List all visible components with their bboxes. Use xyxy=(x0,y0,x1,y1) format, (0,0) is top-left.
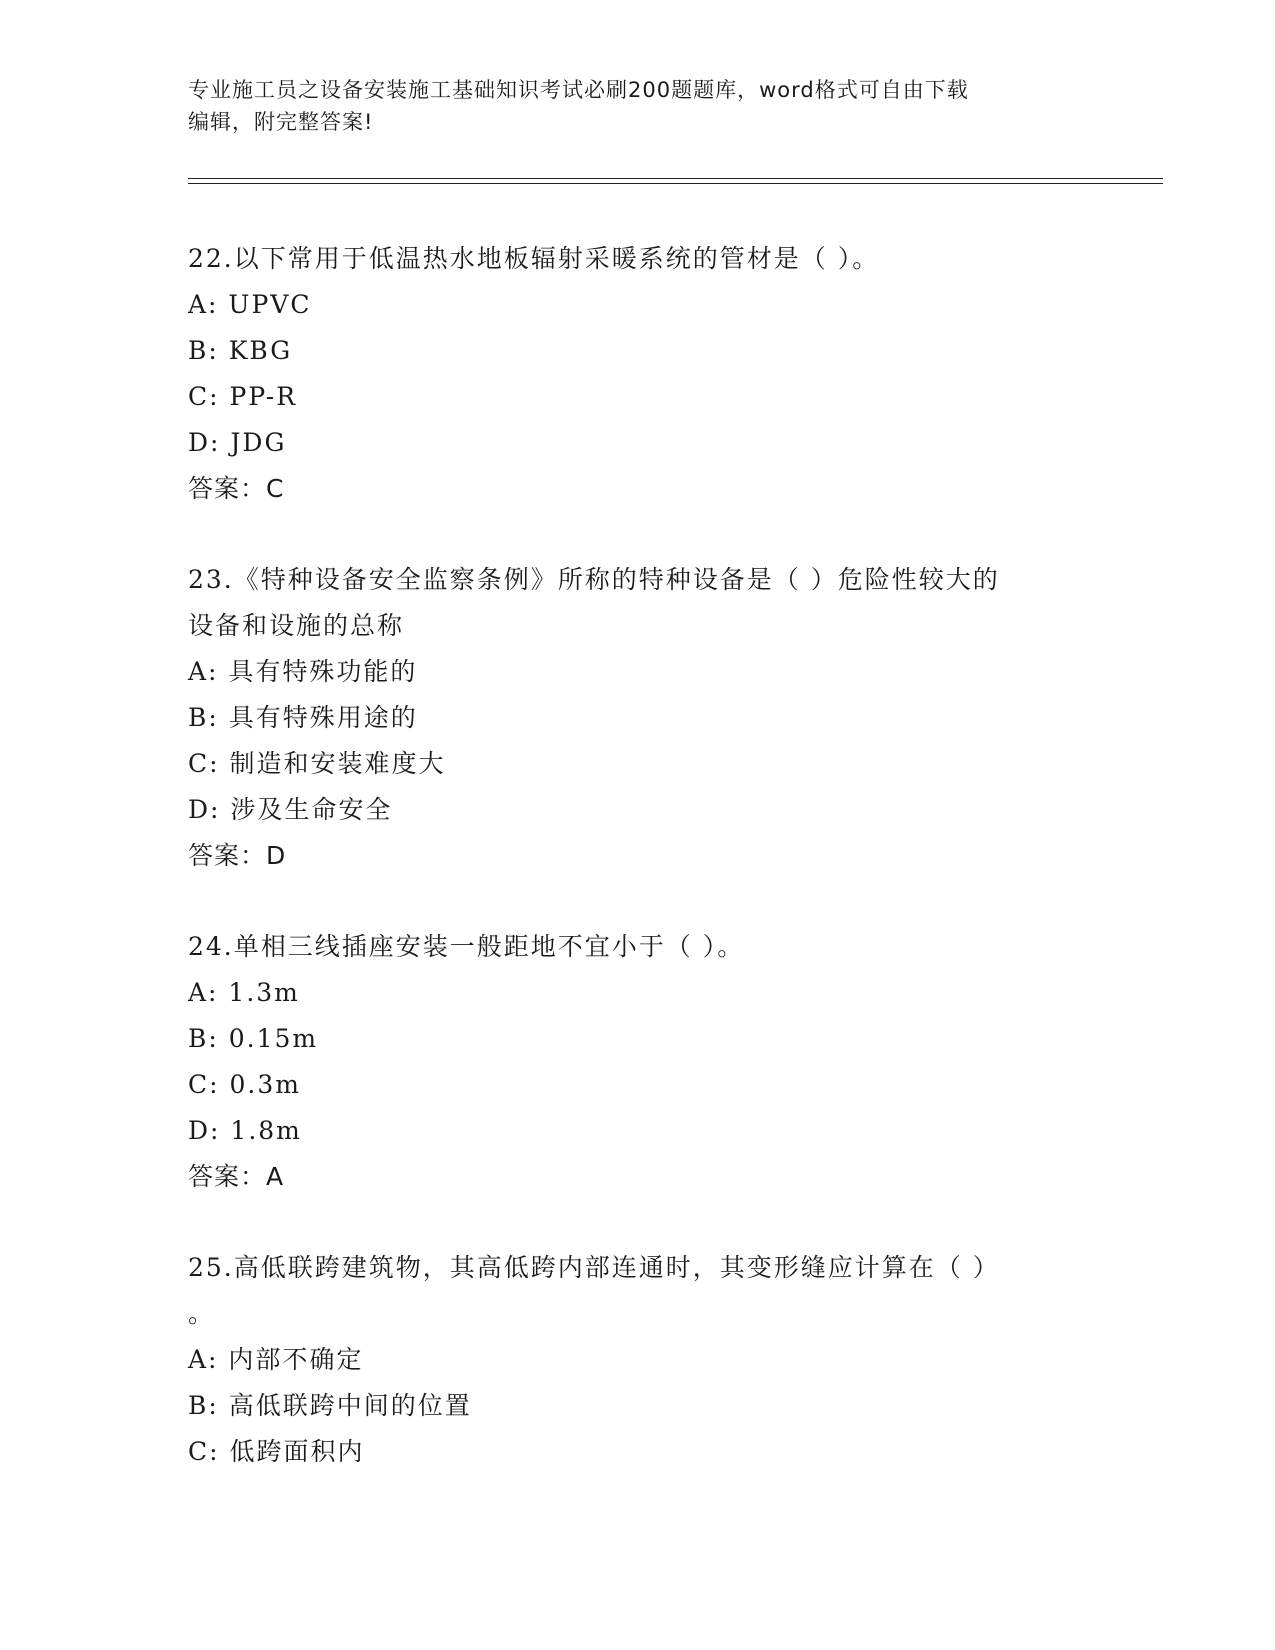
question-23 xyxy=(188,557,1088,879)
question-stem-line-2: 。 xyxy=(188,1299,216,1328)
option-b: B: 高低联跨中间的位置 xyxy=(188,1391,472,1420)
option-c: C: PP-R xyxy=(188,382,298,411)
answer-line: 答案：A xyxy=(188,1162,285,1191)
question-stem-line-1: 25.高低联跨建筑物，其高低跨内部连通时，其变形缝应计算在（ ） xyxy=(188,1253,1000,1282)
option-c: C: 0.3m xyxy=(188,1070,301,1099)
header-line-1: 专业施工员之设备安装施工基础知识考试必刷200题题库，word格式可自由下载 xyxy=(188,78,969,102)
question-stem: 24.单相三线插座安装一般距地不宜小于（ ）。 xyxy=(188,932,745,961)
option-d: D: 涉及生命安全 xyxy=(188,795,393,824)
header-divider-top xyxy=(188,178,1163,179)
header-line-2: 编辑，附完整答案! xyxy=(188,110,374,134)
option-a: A: 具有特殊功能的 xyxy=(188,657,418,686)
option-a: A: 1.3m xyxy=(188,978,300,1007)
question-25 xyxy=(188,1245,1088,1475)
question-stem-line-2: 设备和设施的总称 xyxy=(188,611,405,640)
option-c: C: 制造和安装难度大 xyxy=(188,749,446,778)
document-header xyxy=(188,74,1088,138)
option-c: C: 低跨面积内 xyxy=(188,1437,365,1466)
question-24 xyxy=(188,924,1088,1200)
option-d: D: 1.8m xyxy=(188,1116,302,1145)
option-b: B: 0.15m xyxy=(188,1024,319,1053)
answer-line: 答案：C xyxy=(188,474,285,503)
question-22 xyxy=(188,236,1088,512)
question-stem: 22.以下常用于低温热水地板辐射采暖系统的管材是（ ）。 xyxy=(188,244,880,273)
option-a: A: UPVC xyxy=(188,290,312,319)
answer-line: 答案：D xyxy=(188,841,287,870)
option-d: D: JDG xyxy=(188,428,287,457)
option-b: B: 具有特殊用途的 xyxy=(188,703,418,732)
option-b: B: KBG xyxy=(188,336,293,365)
option-a: A: 内部不确定 xyxy=(188,1345,364,1374)
header-divider-bottom xyxy=(188,183,1163,184)
question-stem-line-1: 23.《特种设备安全监察条例》所称的特种设备是（ ）危险性较大的 xyxy=(188,565,1000,594)
